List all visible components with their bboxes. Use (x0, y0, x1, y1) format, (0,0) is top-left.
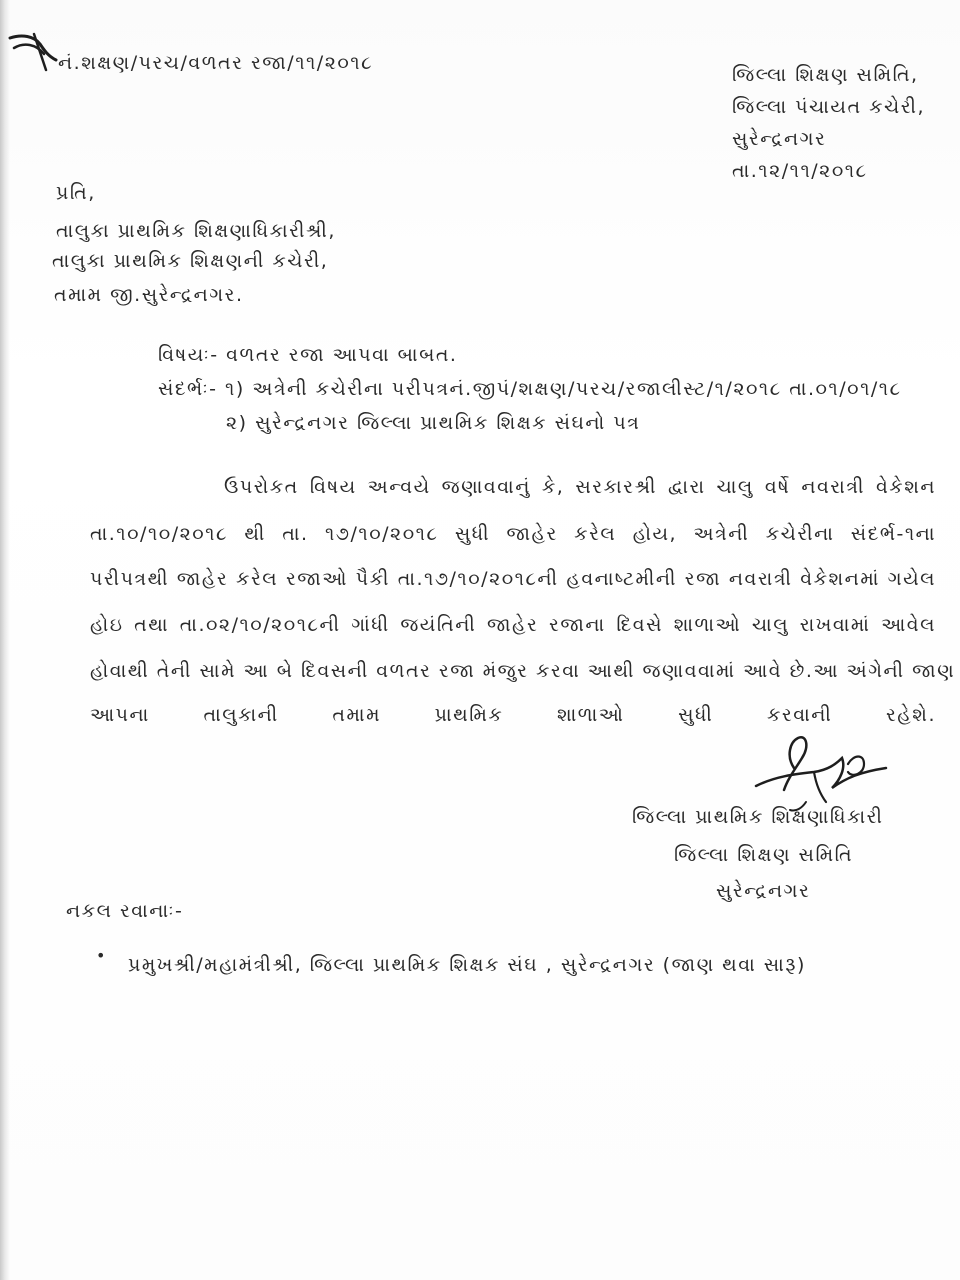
recipient-line-1: તાલુકા પ્રાથમિક શિક્ષણાધિકારીશ્રી, (56, 220, 336, 242)
scan-edge-shadow (0, 0, 10, 1280)
letter-number: નં.શક્ષણ/પરચ/વળતર રજા/૧૧/૨૦૧૮ (58, 52, 374, 74)
body-line-5: હોવાથી તેની સામે આ બે દિવસની વળતર રજા મંજુર કરવા આથી જણાવવામાં આવે છે.આ અંગેની જાણ (90, 660, 956, 682)
copy-to-heading: નકલ રવાનાઃ- (66, 900, 184, 922)
body-line-1: ઉપરોકત વિષય અન્વયે જણાવવાનું કે, સરકારશ્રી દ્વારા ચાલુ વર્ષે નવરાત્રી વેકેશન (224, 476, 936, 498)
copy-to-item: પ્રમુખશ્રી/મહામંત્રીશ્રી, જિલ્લા પ્રાથમિક શિક્ષક સંઘ , સુરેન્દ્રનગર (જાણ થવા સારૂ) (128, 954, 806, 976)
body-line-2: તા.૧૦/૧૦/૨૦૧૮ થી તા. ૧૭/૧૦/૨૦૧૮ સુધી જાહેર કરેલ હોય, અત્રેની કચેરીના સંદર્ભ-૧ના (90, 523, 936, 545)
subject-line: વિષયઃ- વળતર રજા આપવા બાબત. (158, 344, 458, 366)
signatory-place: સુરેન્દ્રનગર (716, 880, 811, 902)
sender-address-line-2: જિલ્લા પંચાયત કચેરી, (732, 96, 926, 118)
recipient-line-3: તમામ જી.સુરેન્દ્રનગર. (54, 284, 244, 306)
scribble-mark-icon (4, 30, 60, 76)
sender-address-line-1: જિલ્લા શિક્ષણ સમિતિ, (732, 64, 919, 86)
recipient-line-2: તાલુકા પ્રાથમિક શિક્ષણની કચેરી, (52, 250, 329, 272)
signatory-department: જિલ્લા શિક્ષણ સમિતિ (674, 844, 854, 866)
body-line-3: પરીપત્રથી જાહેર કરેલ રજાઓ પૈકી તા.૧૭/૧૦/૨૦૧૮ની હવનાષ્ટમીની રજા નવરાત્રી વેકેશનમાં ગયેલ (90, 568, 936, 590)
signatory-title: જિલ્લા પ્રાથમિક શિક્ષણાધિકારી (632, 806, 884, 828)
reference-line-2: ૨) સુરેન્દ્રનગર જિલ્લા પ્રાથમિક શિક્ષક સંઘનો પત્ર (226, 412, 641, 434)
body-line-4: હોઇ તથા તા.૦૨/૧૦/૨૦૧૮ની ગાંધી જયંતિની જાહેર રજાના દિવસે શાળાઓ ચાલુ રાખવામાં આવેલ (90, 614, 936, 636)
sender-address-line-3: સુરેન્દ્રનગર (732, 128, 827, 150)
body-line-6: આપના તાલુકાની તમામ પ્રાથમિક શાળાઓ સુધી કરવાની રહેશે. (90, 704, 936, 726)
recipient-prefix: પ્રતિ, (56, 182, 96, 204)
bullet-icon: • (96, 946, 106, 965)
reference-line-1: સંદર્ભઃ- ૧) અત્રેની કચેરીના પરીપત્રનં.જીપં/શક્ષણ/પરચ/રજાલીસ્ટ/૧/૨૦૧૮ તા.૦૧/૦૧/૧૮ (158, 378, 902, 400)
letter-date: તા.૧૨/૧૧/૨૦૧૮ (732, 160, 868, 182)
